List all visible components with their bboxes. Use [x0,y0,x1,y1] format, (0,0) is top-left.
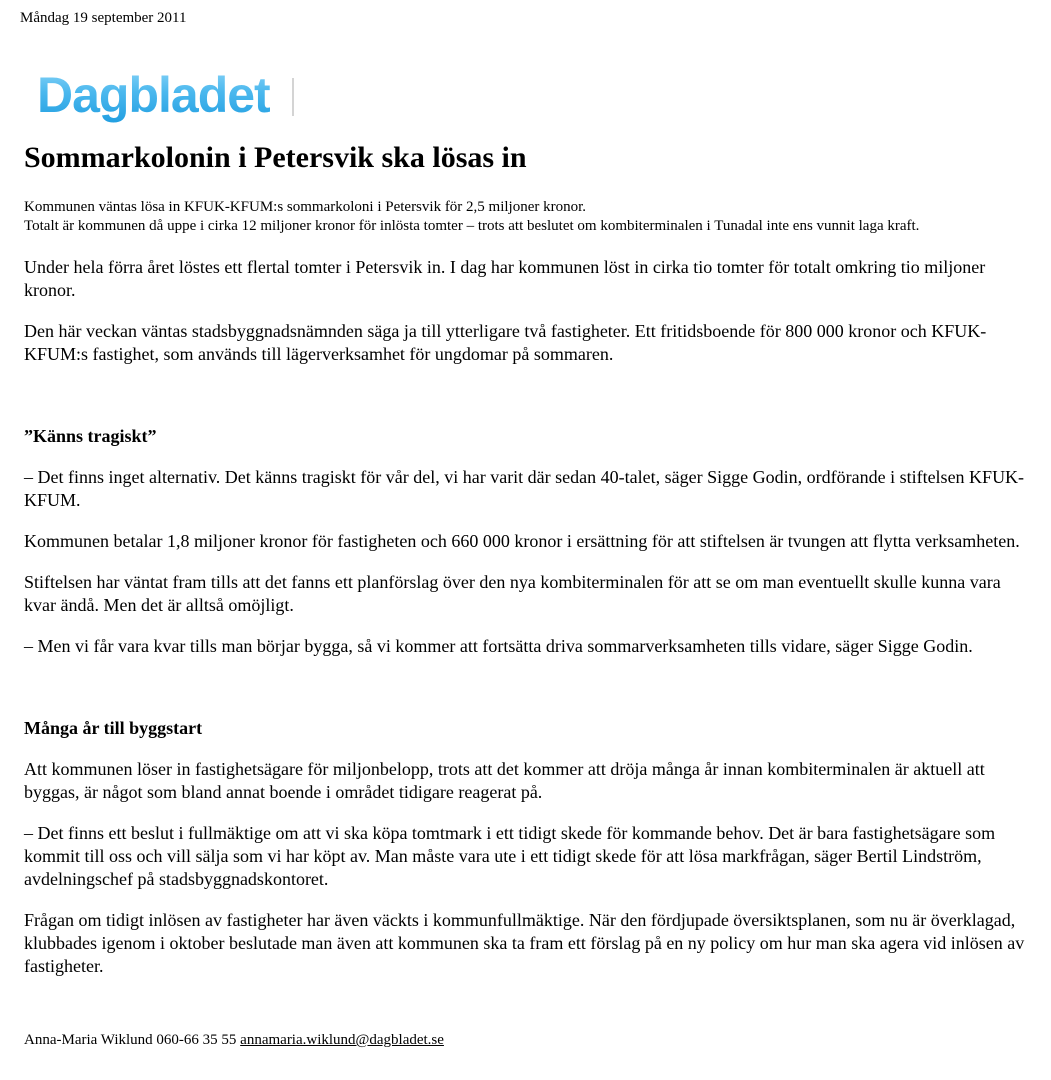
body-paragraph: Att kommunen löser in fastighetsägare för miljonbelopp, trots att det kommer att dröja många år innan kombiterminalen är aktuell att byggas, är något som bland annat boende i området tidigare reagerat på. [24,759,985,802]
lead-line-1: Kommunen väntas lösa in KFUK-KFUM:s sommarkoloni i Petersvik för 2,5 miljoner kronor. [24,199,587,215]
body-paragraph: Stiftelsen har väntat fram tills att det fanns ett planförslag över den nya kombiterminalen för att se om man eventuellt skulle kunna vara kvar ändå. Men det är alltså omöjligt. [24,572,1001,615]
body-paragraph: Den här veckan väntas stadsbyggnadsnämnden säga ja till ytterligare två fastigheter. Ett fritidsboende för 800 000 kronor och KFUK-KFUM:s fastighet, som används till lägerverksamhet för ungdomar på sommaren. [24,321,987,364]
article-headline: Sommarkolonin i Petersvik ska lösas in [24,141,527,174]
section-gap [24,384,1029,425]
logo-wordmark: Dagbladet [37,67,270,123]
body-paragraph: Kommunen betalar 1,8 miljoner kronor för fastigheten och 660 000 kronor i ersättning för att stiftelsen är tvungen att flytta verksamheten. [24,531,1020,551]
body-paragraph: Under hela förra året löstes ett flertal tomter i Petersvik in. I dag har kommunen löst in cirka tio tomter för totalt omkring tio miljoner kronor. [24,257,986,300]
body-paragraph: Frågan om tidigt inlösen av fastigheter har även väckts i kommunfullmäktige. När den fördjupade översiktsplanen, som nu är överklagad, klubbades igenom i oktober beslutade man även att kommunen ska ta fram ett förslag på en ny policy om hur man ska agera vid inlösen av fastigheter. [24,910,1025,976]
subheading-manga-ar: Många år till byggstart [24,718,203,738]
lead-line-2: Totalt är kommunen då uppe i cirka 12 miljoner kronor för inlösta tomter – trots att beslutet om kombiterminalen i Tunadal inte ens vunnit laga kraft. [24,218,920,234]
byline [24,1030,444,1050]
dateline: Måndag 19 september 2011 [20,10,187,26]
byline-email-link[interactable]: annamaria.wiklund@dagbladet.se [240,1032,444,1048]
article-lead [24,198,1024,236]
body-paragraph: – Det finns ett beslut i fullmäktige om att vi ska köpa tomtmark i ett tidigt skede för kommande behov. Det är bara fastighetsägare som kommit till oss och vill sälja som vi har köpt av. Man måste vara ute i ett tidigt skede för att lösa markfrågan, säger Bertil Lindström, avdelningschef på stadsbyggnadskontoret. [24,823,996,889]
section-gap [24,676,1029,717]
body-paragraph: – Det finns inget alternativ. Det känns tragiskt för vår del, vi har varit där sedan 40-talet, säger Sigge Godin, ordförande i stiftelsen KFUK-KFUM. [24,467,1025,510]
body-paragraph: – Men vi får vara kvar tills man börjar bygga, så vi kommer att fortsätta driva sommarverksamheten tills vidare, säger Sigge Godin. [24,636,973,656]
subheading-kanns-tragiskt: ”Känns tragiskt” [24,426,157,446]
masthead-logo [37,62,294,128]
byline-author-phone: Anna-Maria Wiklund 060-66 35 55 [24,1032,237,1048]
logo-divider [292,78,294,116]
article-body [24,256,1029,996]
